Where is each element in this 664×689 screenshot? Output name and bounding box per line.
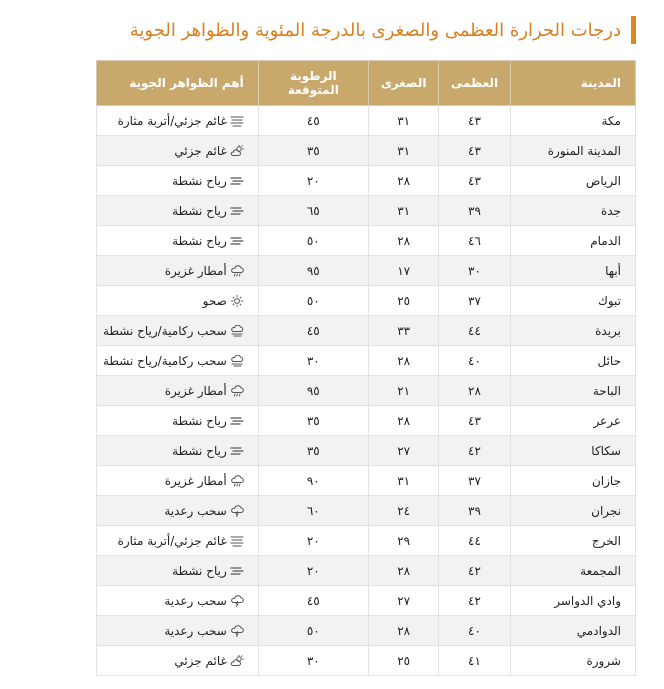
cell-phenomenon	[97, 166, 259, 196]
phenomenon-label: سحب رعدية	[164, 503, 227, 518]
thunder-icon	[230, 625, 244, 637]
cloud-wind-icon	[230, 325, 244, 337]
table-row	[97, 286, 636, 316]
cell-humidity: ٢٠	[258, 526, 368, 556]
cell-phenomenon	[97, 496, 259, 526]
cell-phenomenon	[97, 136, 259, 166]
cell-city: جازان	[510, 466, 636, 496]
cell-max-temp: ٢٨	[439, 376, 510, 406]
cell-humidity: ٥٠	[258, 226, 368, 256]
cell-max-temp: ٤٠	[439, 346, 510, 376]
cell-max-temp: ٤٣	[439, 406, 510, 436]
table-row	[97, 316, 636, 346]
table-row	[97, 556, 636, 586]
phenomenon-label: سحب ركامية/رياح نشطة	[103, 353, 227, 368]
table-body	[97, 106, 636, 676]
cell-max-temp: ٤٤	[439, 316, 510, 346]
cell-humidity: ٢٠	[258, 166, 368, 196]
cell-city: وادي الدواسر	[510, 586, 636, 616]
column-header-humidity: الرطوبة المتوقعة	[258, 61, 368, 106]
table-row	[97, 166, 636, 196]
cell-max-temp: ٣٩	[439, 196, 510, 226]
cell-phenomenon	[97, 196, 259, 226]
cell-phenomenon	[97, 256, 259, 286]
cell-city: أبها	[510, 256, 636, 286]
wind-icon	[230, 415, 244, 427]
cell-phenomenon	[97, 556, 259, 586]
cell-city: شرورة	[510, 646, 636, 676]
column-header-city: المدينة	[510, 61, 636, 106]
phenomenon-label: سحب رعدية	[164, 623, 227, 638]
table-row	[97, 586, 636, 616]
table-row	[97, 256, 636, 286]
cell-min-temp: ١٧	[368, 256, 439, 286]
rain-icon	[230, 475, 244, 487]
table-row	[97, 646, 636, 676]
phenomenon-label: غائم جزئي	[174, 653, 227, 668]
cell-min-temp: ٢٨	[368, 226, 439, 256]
table-row	[97, 376, 636, 406]
cell-max-temp: ٤٣	[439, 136, 510, 166]
phenomenon-label: غائم جزئي	[174, 143, 227, 158]
cell-phenomenon	[97, 466, 259, 496]
cell-min-temp: ٢١	[368, 376, 439, 406]
cloud-wind-icon	[230, 355, 244, 367]
cell-max-temp: ٤٢	[439, 556, 510, 586]
column-header-max: العظمى	[439, 61, 510, 106]
cell-max-temp: ٤١	[439, 646, 510, 676]
cell-city: الدمام	[510, 226, 636, 256]
cell-phenomenon	[97, 646, 259, 676]
cell-phenomenon	[97, 226, 259, 256]
cell-phenomenon	[97, 436, 259, 466]
cell-max-temp: ٣٠	[439, 256, 510, 286]
phenomenon-label: أمطار غزيرة	[164, 383, 227, 398]
wind-icon	[230, 205, 244, 217]
rain-icon	[230, 385, 244, 397]
cell-min-temp: ٢٨	[368, 616, 439, 646]
cell-max-temp: ٣٧	[439, 466, 510, 496]
thunder-icon	[230, 595, 244, 607]
cell-max-temp: ٣٩	[439, 496, 510, 526]
cell-city: الرياض	[510, 166, 636, 196]
partly-cloudy-icon	[230, 655, 244, 667]
cell-max-temp: ٣٧	[439, 286, 510, 316]
cell-humidity: ٣٥	[258, 436, 368, 466]
cell-humidity: ٤٥	[258, 106, 368, 136]
phenomenon-label: رياح نشطة	[172, 173, 227, 188]
cell-humidity: ٤٥	[258, 586, 368, 616]
table-row	[97, 406, 636, 436]
sun-icon	[230, 295, 244, 307]
cell-phenomenon	[97, 376, 259, 406]
cell-city: المدينة المنورة	[510, 136, 636, 166]
column-header-min: الصغرى	[368, 61, 439, 106]
cell-phenomenon	[97, 616, 259, 646]
page-title-bar	[130, 14, 636, 46]
wind-icon	[230, 565, 244, 577]
cell-min-temp: ٢٨	[368, 346, 439, 376]
phenomenon-label: رياح نشطة	[172, 443, 227, 458]
cell-phenomenon	[97, 586, 259, 616]
table-row	[97, 526, 636, 556]
cell-min-temp: ٢٧	[368, 586, 439, 616]
cell-humidity: ٦٠	[258, 496, 368, 526]
cell-city: حائل	[510, 346, 636, 376]
phenomenon-label: صحو	[202, 293, 227, 308]
table-row	[97, 106, 636, 136]
cell-phenomenon	[97, 286, 259, 316]
cell-max-temp: ٤٣	[439, 166, 510, 196]
table-row	[97, 436, 636, 466]
cell-humidity: ٢٠	[258, 556, 368, 586]
phenomenon-label: أمطار غزيرة	[164, 263, 227, 278]
cell-phenomenon	[97, 316, 259, 346]
wind-icon	[230, 235, 244, 247]
dust-icon	[230, 535, 244, 547]
dust-icon	[230, 115, 244, 127]
cell-max-temp: ٤٤	[439, 526, 510, 556]
cell-city: بريدة	[510, 316, 636, 346]
rain-icon	[230, 265, 244, 277]
cell-min-temp: ٢٨	[368, 556, 439, 586]
cell-min-temp: ٣١	[368, 196, 439, 226]
header-row	[97, 61, 636, 106]
cell-min-temp: ٢٥	[368, 646, 439, 676]
phenomenon-label: رياح نشطة	[172, 563, 227, 578]
cell-humidity: ٣٥	[258, 136, 368, 166]
cell-humidity: ٦٥	[258, 196, 368, 226]
phenomenon-label: رياح نشطة	[172, 413, 227, 428]
cell-city: جدة	[510, 196, 636, 226]
partly-cloudy-icon	[230, 145, 244, 157]
phenomenon-label: رياح نشطة	[172, 203, 227, 218]
cell-min-temp: ٣١	[368, 106, 439, 136]
cell-city: سكاكا	[510, 436, 636, 466]
weather-table	[96, 60, 636, 676]
cell-humidity: ٥٠	[258, 616, 368, 646]
cell-min-temp: ٢٩	[368, 526, 439, 556]
cell-humidity: ٣٥	[258, 406, 368, 436]
phenomenon-label: سحب رعدية	[164, 593, 227, 608]
cell-min-temp: ٢٨	[368, 166, 439, 196]
cell-min-temp: ٢٥	[368, 286, 439, 316]
cell-humidity: ٣٠	[258, 346, 368, 376]
cell-city: المجمعة	[510, 556, 636, 586]
page-title: درجات الحرارة العظمى والصغرى بالدرجة المئوية والظواهر الجوية	[129, 19, 621, 41]
cell-humidity: ٣٠	[258, 646, 368, 676]
cell-city: عرعر	[510, 406, 636, 436]
title-accent-bar	[631, 16, 636, 44]
cell-city: تبوك	[510, 286, 636, 316]
cell-humidity: ٤٥	[258, 316, 368, 346]
phenomenon-label: رياح نشطة	[172, 233, 227, 248]
cell-max-temp: ٤٢	[439, 436, 510, 466]
phenomenon-label: غائم جزئي/أتربة مثارة	[117, 113, 227, 128]
wind-icon	[230, 175, 244, 187]
cell-min-temp: ٢٤	[368, 496, 439, 526]
table-row	[97, 346, 636, 376]
cell-phenomenon	[97, 406, 259, 436]
column-header-phenomena: أهم الظواهر الجوية	[97, 61, 259, 106]
phenomenon-label: غائم جزئي/أتربة مثارة	[117, 533, 227, 548]
cell-phenomenon	[97, 526, 259, 556]
cell-min-temp: ٢٧	[368, 436, 439, 466]
table-row	[97, 196, 636, 226]
phenomenon-label: سحب ركامية/رياح نشطة	[103, 323, 227, 338]
cell-city: الخرج	[510, 526, 636, 556]
cell-humidity: ٩٥	[258, 376, 368, 406]
cell-humidity: ٩٠	[258, 466, 368, 496]
cell-min-temp: ٣١	[368, 136, 439, 166]
cell-city: الباحة	[510, 376, 636, 406]
cell-max-temp: ٤٦	[439, 226, 510, 256]
cell-city: نجران	[510, 496, 636, 526]
cell-min-temp: ٣٣	[368, 316, 439, 346]
cell-phenomenon	[97, 346, 259, 376]
table-row	[97, 226, 636, 256]
wind-icon	[230, 445, 244, 457]
table-row	[97, 466, 636, 496]
cell-max-temp: ٤٢	[439, 586, 510, 616]
cell-min-temp: ٢٨	[368, 406, 439, 436]
table-header	[97, 61, 636, 106]
thunder-icon	[230, 505, 244, 517]
cell-max-temp: ٤٠	[439, 616, 510, 646]
cell-city: مكة	[510, 106, 636, 136]
cell-max-temp: ٤٣	[439, 106, 510, 136]
table-row	[97, 616, 636, 646]
cell-min-temp: ٣١	[368, 466, 439, 496]
table-row	[97, 496, 636, 526]
cell-city: الدوادمي	[510, 616, 636, 646]
cell-humidity: ٩٥	[258, 256, 368, 286]
table-row	[97, 136, 636, 166]
cell-phenomenon	[97, 106, 259, 136]
cell-humidity: ٥٠	[258, 286, 368, 316]
phenomenon-label: أمطار غزيرة	[164, 473, 227, 488]
